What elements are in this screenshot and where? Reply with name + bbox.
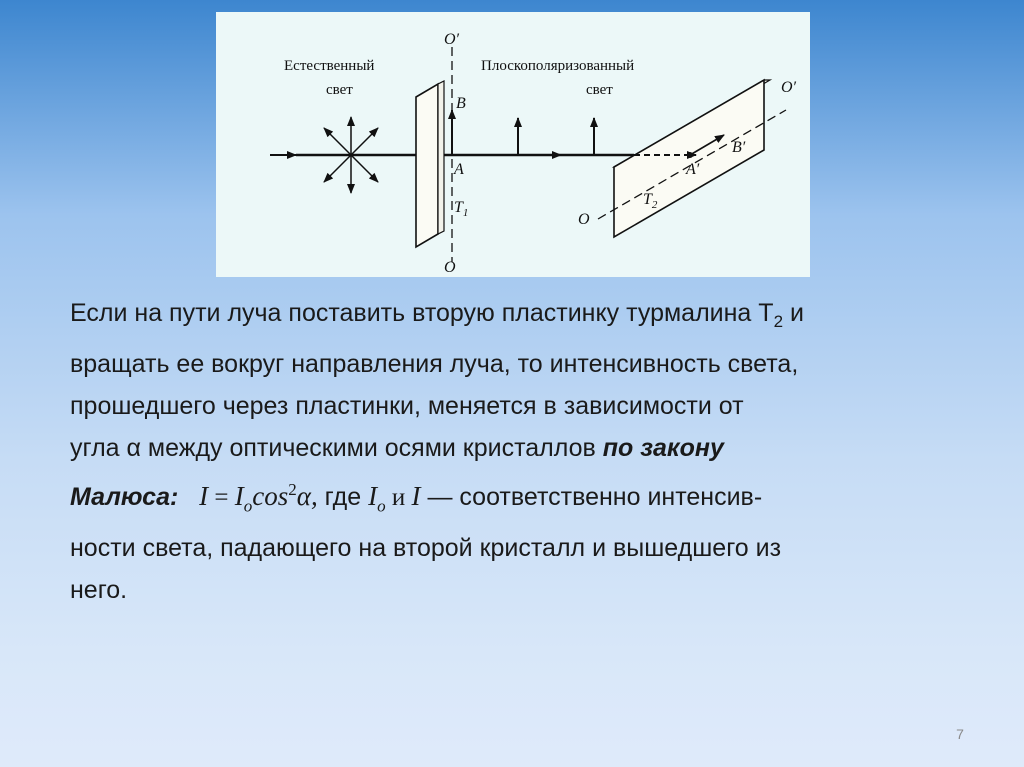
text-line-3: прошедшего через пластинки, меняется в зависимости от	[70, 392, 744, 420]
label-axis-left-2: O	[578, 211, 590, 228]
symbol-i: I	[411, 481, 421, 511]
text-line-6: ности света, падающего на второй кристалл и вышедшего из	[70, 534, 782, 563]
page-number: 7	[956, 726, 964, 742]
label-polarized-light-1: Плоскополяризованный	[481, 58, 635, 74]
malus-formula: $I = I_o\cos^2\alpha$,	[199, 480, 318, 516]
polarization-diagram	[216, 12, 810, 277]
law-name-part-1: по закону	[602, 434, 724, 462]
label-axis-top-2: O′	[781, 79, 797, 96]
label-natural-light-1: Естественный	[284, 58, 375, 74]
label-axis-bottom-1: O	[444, 259, 456, 276]
plate-t2	[598, 80, 786, 237]
diagram-svg	[216, 12, 810, 277]
label-axis-top-1: O′	[444, 31, 460, 48]
label-natural-light-2: свет	[326, 82, 353, 98]
text-line-2: вращать ее вокруг направления луча, то интенсивность света,	[70, 350, 799, 378]
label-plate-2: $T_2$	[643, 191, 658, 211]
text-line-5: Малюса: $I = I_o\cos^2\alpha$, где $I_o$ и I — соответственно интенсив-	[70, 480, 763, 516]
label-point-b2: B′	[732, 139, 746, 156]
text-line-1: Если на пути луча поставить вторую пластинку турмалина $Т_2$ и	[70, 299, 804, 331]
symbol-i0: $I_o$	[368, 481, 386, 516]
label-point-b: B	[456, 95, 466, 112]
text-line-7: него.	[70, 576, 128, 605]
label-point-a: A	[454, 161, 464, 178]
label-point-a2: A′	[686, 161, 700, 178]
label-polarized-light-2: свет	[586, 82, 613, 98]
law-name-part-2: Малюса:	[70, 483, 179, 511]
label-plate-1: $T_1$	[454, 199, 469, 219]
body-text	[70, 292, 970, 611]
text-line-4: угла α между оптическими осями кристаллов по закону	[70, 434, 724, 462]
